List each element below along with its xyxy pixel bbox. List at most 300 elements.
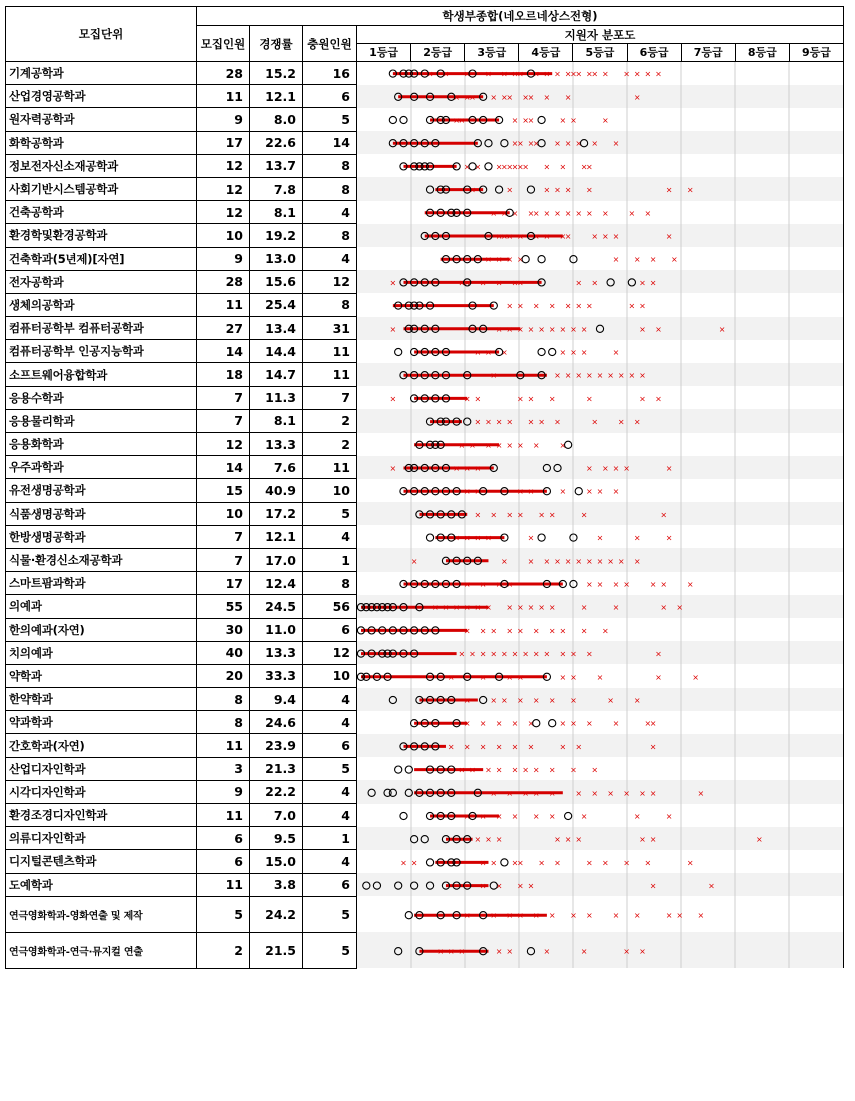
- applicant-x-marker: ×: [596, 533, 603, 543]
- distribution-cell: [357, 932, 844, 968]
- applicant-x-marker: ×: [479, 625, 487, 635]
- applicant-x-marker: ×: [665, 231, 672, 241]
- recruit-count: 7: [197, 386, 250, 409]
- applicant-x-marker: ×: [617, 417, 625, 427]
- applicant-x-marker: ×: [516, 625, 524, 635]
- additional-count: 11: [303, 456, 357, 479]
- applicant-x-marker: ×: [654, 69, 662, 79]
- recruit-count: 6: [197, 827, 250, 850]
- applicant-x-marker: ×: [532, 695, 540, 705]
- additional-count: 5: [303, 502, 357, 525]
- applicant-x-marker: ×: [665, 185, 672, 195]
- applicant-x-marker: ×: [580, 602, 587, 612]
- applicant-x-marker: ×: [612, 718, 619, 728]
- applicant-x-marker: ×: [612, 231, 619, 241]
- applicant-x-marker: ×: [564, 556, 571, 566]
- applicant-x-marker: ×: [558, 115, 566, 125]
- applicant-x-marker: ×: [468, 185, 476, 195]
- department-name: 디지털콘텐츠학과: [6, 850, 197, 873]
- applicant-x-marker: ×: [479, 277, 487, 287]
- applicant-x-marker: ×: [516, 602, 524, 612]
- applicant-x-marker: ×: [527, 115, 534, 125]
- department-name: 연극영화학과-연극·뮤지컬 연출: [6, 932, 197, 968]
- additional-count: 5: [303, 757, 357, 780]
- distribution-cell: [357, 711, 844, 734]
- distribution-cell: [357, 734, 844, 757]
- applicant-x-marker: ×: [527, 208, 534, 218]
- applicant-x-marker: ×: [665, 463, 672, 473]
- applicant-x-marker: ×: [532, 69, 540, 79]
- additional-count: 6: [303, 734, 357, 757]
- applicant-x-marker: ×: [643, 857, 651, 867]
- department-name: 도예학과: [6, 873, 197, 896]
- applicant-x-marker: ×: [643, 718, 651, 728]
- applicant-x-marker: ×: [463, 741, 471, 751]
- applicant-x-marker: ×: [516, 393, 524, 403]
- applicant-x-marker: ×: [590, 765, 598, 775]
- applicant-x-marker: ×: [590, 69, 598, 79]
- department-name: 응용물리학과: [6, 409, 197, 432]
- department-name: 의류디자인학과: [6, 827, 197, 850]
- table-row: [6, 572, 844, 595]
- competition-ratio: 7.6: [250, 456, 303, 479]
- applicant-x-marker: ×: [484, 347, 492, 357]
- applicant-x-marker: ×: [707, 881, 715, 891]
- applicant-x-marker: ×: [505, 509, 513, 519]
- recruit-count: 8: [197, 711, 250, 734]
- applicant-x-marker: ×: [463, 161, 471, 171]
- applicant-x-marker: ×: [479, 857, 487, 867]
- table-row: [6, 734, 844, 757]
- table-row: [6, 502, 844, 525]
- applicant-x-marker: ×: [452, 92, 460, 102]
- applicant-x-marker: ×: [686, 579, 694, 589]
- applicant-x-marker: ×: [527, 138, 534, 148]
- applicant-x-marker: ×: [452, 602, 460, 612]
- competition-ratio: 12.1: [250, 525, 303, 548]
- applicant-x-marker: ×: [489, 509, 497, 519]
- applicant-x-marker: ×: [558, 347, 566, 357]
- distribution-header: 지원자 분포도: [357, 26, 844, 44]
- applicant-x-marker: ×: [601, 625, 609, 635]
- table-row: [6, 224, 844, 247]
- applicant-x-marker: ×: [473, 161, 481, 171]
- applicant-x-marker: ×: [489, 208, 497, 218]
- competition-ratio: 12.1: [250, 85, 303, 108]
- applicant-x-marker: ×: [447, 946, 455, 956]
- table-row: [6, 363, 844, 386]
- department-name: 우주과학과: [6, 456, 197, 479]
- applicant-x-marker: ×: [516, 857, 524, 867]
- department-name: 컴퓨터공학부 컴퓨터공학과: [6, 317, 197, 340]
- additional-count: 14: [303, 131, 357, 154]
- applicant-x-marker: ×: [463, 486, 471, 496]
- applicant-x-marker: ×: [580, 625, 587, 635]
- applicant-x-marker: ×: [665, 910, 672, 920]
- applicant-x-marker: ×: [521, 765, 529, 775]
- applicant-x-marker: ×: [633, 254, 641, 264]
- distribution-cell: [357, 873, 844, 896]
- applicant-x-marker: ×: [622, 857, 630, 867]
- applicant-x-marker: ×: [558, 625, 566, 635]
- applicant-x-marker: ×: [489, 910, 497, 920]
- applicant-x-marker: ×: [500, 347, 508, 357]
- table-row: [6, 757, 844, 780]
- applicant-x-marker: ×: [505, 579, 513, 589]
- recruit-count: 7: [197, 525, 250, 548]
- applicant-x-marker: ×: [606, 695, 614, 705]
- applicant-x-marker: ×: [532, 910, 540, 920]
- applicant-x-marker: ×: [590, 277, 598, 287]
- department-name: 스마트팜과학과: [6, 572, 197, 595]
- competition-ratio: 19.2: [250, 224, 303, 247]
- applicant-x-marker: ×: [532, 765, 540, 775]
- applicant-x-marker: ×: [596, 486, 603, 496]
- applicant-x-marker: ×: [389, 277, 396, 287]
- applicant-x-marker: ×: [601, 208, 609, 218]
- applicant-x-marker: ×: [553, 556, 561, 566]
- distribution-cell: [357, 177, 844, 200]
- applicant-x-marker: ×: [654, 672, 662, 682]
- applicant-x-marker: ×: [495, 881, 502, 891]
- department-name: 건축공학과: [6, 201, 197, 224]
- applicant-x-marker: ×: [537, 857, 545, 867]
- applicant-x-marker: ×: [612, 463, 619, 473]
- applicant-x-marker: ×: [468, 765, 476, 775]
- department-name: 생체의공학과: [6, 293, 197, 316]
- table-row: [6, 131, 844, 154]
- additional-count: 2: [303, 433, 357, 456]
- applicant-x-marker: ×: [643, 69, 651, 79]
- applicant-x-marker: ×: [516, 440, 524, 450]
- applicant-x-marker: ×: [495, 946, 502, 956]
- applicant-x-marker: ×: [436, 946, 444, 956]
- distribution-cell: [357, 757, 844, 780]
- applicant-x-marker: ×: [511, 718, 518, 728]
- applicant-x-marker: ×: [505, 185, 513, 195]
- table-row: [6, 154, 844, 177]
- applicant-x-marker: ×: [458, 765, 465, 775]
- distribution-cell: [357, 433, 844, 456]
- competition-ratio: 15.2: [250, 62, 303, 85]
- applicant-x-marker: ×: [447, 741, 455, 751]
- applicant-x-marker: ×: [511, 69, 518, 79]
- applicant-x-marker: ×: [532, 625, 540, 635]
- additional-count: 11: [303, 340, 357, 363]
- applicant-x-marker: ×: [574, 69, 582, 79]
- applicant-x-marker: ×: [505, 602, 513, 612]
- applicant-x-marker: ×: [558, 440, 566, 450]
- competition-ratio: 13.3: [250, 641, 303, 664]
- table-row: [6, 618, 844, 641]
- recruit-count: 55: [197, 595, 250, 618]
- applicant-x-marker: ×: [463, 910, 471, 920]
- applicant-x-marker: ×: [622, 946, 630, 956]
- recruit-count: 11: [197, 873, 250, 896]
- applicant-x-marker: ×: [590, 788, 598, 798]
- applicant-x-marker: ×: [574, 556, 582, 566]
- applicant-x-marker: ×: [755, 834, 763, 844]
- competition-ratio: 21.3: [250, 757, 303, 780]
- applicant-x-marker: ×: [537, 509, 545, 519]
- admission-table: [5, 6, 844, 969]
- distribution-cell: [357, 201, 844, 224]
- applicant-x-marker: ×: [633, 533, 641, 543]
- distribution-cell: [357, 664, 844, 687]
- applicant-x-marker: ×: [463, 579, 471, 589]
- applicant-x-marker: ×: [458, 277, 465, 287]
- applicant-x-marker: ×: [511, 208, 518, 218]
- applicant-x-marker: ×: [495, 417, 502, 427]
- applicant-x-marker: ×: [590, 231, 598, 241]
- applicant-x-marker: ×: [479, 811, 487, 821]
- additional-count: 6: [303, 873, 357, 896]
- department-name: 유전생명공학과: [6, 479, 197, 502]
- applicant-x-marker: ×: [473, 533, 481, 543]
- additional-count: 1: [303, 548, 357, 571]
- applicant-x-marker: ×: [564, 185, 571, 195]
- department-name: 사회기반시스템공학과: [6, 177, 197, 200]
- recruit-count: 30: [197, 618, 250, 641]
- applicant-x-marker: ×: [553, 417, 561, 427]
- competition-ratio: 7.8: [250, 177, 303, 200]
- applicant-x-marker: ×: [543, 185, 550, 195]
- unit-header: 모집단위: [6, 7, 197, 62]
- additional-count: 4: [303, 711, 357, 734]
- applicant-x-marker: ×: [521, 649, 529, 659]
- applicant-x-marker: ×: [473, 463, 481, 473]
- applicant-x-marker: ×: [558, 161, 566, 171]
- competition-ratio: 17.0: [250, 548, 303, 571]
- applicant-x-marker: ×: [500, 208, 508, 218]
- table-row: [6, 932, 844, 968]
- distribution-cell: [357, 108, 844, 131]
- applicant-x-marker: ×: [569, 649, 577, 659]
- table-row: [6, 664, 844, 687]
- applicant-x-marker: ×: [553, 857, 561, 867]
- applicant-x-marker: ×: [511, 649, 518, 659]
- applicant-x-marker: ×: [580, 161, 587, 171]
- applicant-x-marker: ×: [612, 910, 619, 920]
- competition-ratio: 8.1: [250, 409, 303, 432]
- applicant-x-marker: ×: [521, 161, 529, 171]
- applicant-x-marker: ×: [569, 347, 577, 357]
- department-name: 약학과: [6, 664, 197, 687]
- applicant-x-marker: ×: [479, 672, 487, 682]
- recruit-count: 12: [197, 154, 250, 177]
- applicant-x-marker: ×: [628, 208, 635, 218]
- distribution-cell: [357, 131, 844, 154]
- department-name: 환경학및환경공학과: [6, 224, 197, 247]
- applicant-x-marker: ×: [495, 741, 502, 751]
- applicant-x-marker: ×: [543, 556, 550, 566]
- distribution-cell: [357, 340, 844, 363]
- applicant-x-marker: ×: [463, 811, 471, 821]
- distribution-cell: [357, 270, 844, 293]
- competition-ratio: 24.5: [250, 595, 303, 618]
- applicant-x-marker: ×: [495, 254, 502, 264]
- applicant-x-marker: ×: [574, 370, 582, 380]
- applicant-x-marker: ×: [458, 440, 465, 450]
- department-name: 컴퓨터공학부 인공지능학과: [6, 340, 197, 363]
- applicant-x-marker: ×: [489, 788, 497, 798]
- applicant-x-marker: ×: [649, 881, 656, 891]
- applicant-x-marker: ×: [489, 649, 497, 659]
- applicant-x-marker: ×: [500, 231, 508, 241]
- applicant-x-marker: ×: [500, 69, 508, 79]
- distribution-cell: [357, 618, 844, 641]
- applicant-x-marker: ×: [463, 695, 471, 705]
- recruit-count: 5: [197, 896, 250, 932]
- applicant-x-marker: ×: [516, 695, 524, 705]
- applicant-x-marker: ×: [553, 69, 561, 79]
- applicant-x-marker: ×: [697, 788, 704, 798]
- applicant-x-marker: ×: [479, 649, 487, 659]
- applicant-x-marker: ×: [585, 718, 593, 728]
- table-row: [6, 386, 844, 409]
- applicant-x-marker: ×: [558, 718, 566, 728]
- department-name: 한방생명공학과: [6, 525, 197, 548]
- recruit-header: 모집인원: [197, 26, 250, 62]
- competition-ratio: 13.3: [250, 433, 303, 456]
- applicant-x-marker: ×: [548, 602, 556, 612]
- applicant-x-marker: ×: [617, 556, 625, 566]
- applicant-x-marker: ×: [612, 579, 619, 589]
- applicant-x-marker: ×: [527, 486, 534, 496]
- competition-ratio: 11.0: [250, 618, 303, 641]
- applicant-x-marker: ×: [463, 602, 471, 612]
- applicant-x-marker: ×: [638, 834, 646, 844]
- additional-count: 4: [303, 688, 357, 711]
- competition-ratio: 8.1: [250, 201, 303, 224]
- applicant-x-marker: ×: [612, 138, 619, 148]
- additional-count: 8: [303, 154, 357, 177]
- competition-ratio: 33.3: [250, 664, 303, 687]
- applicant-x-marker: ×: [558, 741, 566, 751]
- competition-header: 경쟁률: [250, 26, 303, 62]
- department-name: 소프트웨어융합학과: [6, 363, 197, 386]
- applicant-x-marker: ×: [691, 672, 699, 682]
- recruit-count: 10: [197, 502, 250, 525]
- competition-ratio: 13.0: [250, 247, 303, 270]
- applicant-x-marker: ×: [548, 625, 556, 635]
- additional-header: 충원인원: [303, 26, 357, 62]
- additional-count: 12: [303, 270, 357, 293]
- table-row: [6, 896, 844, 932]
- applicant-x-marker: ×: [516, 277, 524, 287]
- applicant-x-marker: ×: [654, 324, 662, 334]
- applicant-x-marker: ×: [638, 301, 646, 311]
- applicant-x-marker: ×: [585, 649, 593, 659]
- applicant-x-marker: ×: [516, 231, 524, 241]
- grade-header-cell: [357, 44, 844, 62]
- applicant-x-marker: ×: [495, 231, 502, 241]
- applicant-x-marker: ×: [511, 138, 518, 148]
- recruit-count: 11: [197, 293, 250, 316]
- applicant-x-marker: ×: [638, 370, 646, 380]
- department-name: 화학공학과: [6, 131, 197, 154]
- competition-ratio: 23.9: [250, 734, 303, 757]
- recruit-count: 28: [197, 62, 250, 85]
- applicant-x-marker: ×: [505, 946, 513, 956]
- applicant-x-marker: ×: [612, 347, 619, 357]
- department-name: 건축학과(5년제)[자연]: [6, 247, 197, 270]
- applicant-x-marker: ×: [659, 579, 667, 589]
- recruit-count: 18: [197, 363, 250, 386]
- department-name: 응용수학과: [6, 386, 197, 409]
- applicant-x-marker: ×: [574, 138, 582, 148]
- additional-count: 4: [303, 850, 357, 873]
- competition-ratio: 21.5: [250, 932, 303, 968]
- department-name: 전자공학과: [6, 270, 197, 293]
- applicant-x-marker: ×: [612, 486, 619, 496]
- additional-count: 4: [303, 201, 357, 224]
- recruit-count: 17: [197, 131, 250, 154]
- competition-ratio: 9.5: [250, 827, 303, 850]
- applicant-x-marker: ×: [521, 788, 529, 798]
- distribution-cell: [357, 827, 844, 850]
- applicant-x-marker: ×: [638, 277, 646, 287]
- applicant-x-marker: ×: [633, 417, 641, 427]
- applicant-x-marker: ×: [548, 695, 556, 705]
- applicant-x-marker: ×: [532, 649, 540, 659]
- applicant-x-marker: ×: [590, 138, 598, 148]
- applicant-x-marker: ×: [505, 301, 513, 311]
- competition-ratio: 13.4: [250, 317, 303, 340]
- distribution-cell: [357, 525, 844, 548]
- applicant-x-marker: ×: [495, 277, 502, 287]
- applicant-x-marker: ×: [527, 718, 534, 728]
- additional-count: 31: [303, 317, 357, 340]
- applicant-x-marker: ×: [665, 811, 672, 821]
- applicant-x-marker: ×: [489, 857, 497, 867]
- recruit-count: 7: [197, 548, 250, 571]
- applicant-x-marker: ×: [516, 672, 524, 682]
- applicant-x-marker: ×: [516, 301, 524, 311]
- additional-count: 11: [303, 363, 357, 386]
- applicant-x-marker: ×: [500, 161, 508, 171]
- applicant-x-marker: ×: [463, 92, 471, 102]
- applicant-x-marker: ×: [564, 231, 571, 241]
- distribution-cell: [357, 479, 844, 502]
- applicant-x-marker: ×: [585, 857, 593, 867]
- applicant-x-marker: ×: [606, 556, 614, 566]
- applicant-x-marker: ×: [458, 115, 465, 125]
- applicant-x-marker: ×: [532, 231, 540, 241]
- applicant-x-marker: ×: [590, 417, 598, 427]
- distribution-cell: [357, 293, 844, 316]
- table-row: [6, 317, 844, 340]
- additional-count: 5: [303, 896, 357, 932]
- applicant-x-marker: ×: [505, 254, 513, 264]
- applicant-x-marker: ×: [527, 393, 534, 403]
- applicant-x-marker: ×: [649, 254, 656, 264]
- applicant-x-marker: ×: [548, 393, 556, 403]
- applicant-x-marker: ×: [500, 649, 508, 659]
- applicant-x-marker: ×: [468, 92, 476, 102]
- distribution-cell: [357, 154, 844, 177]
- applicant-x-marker: ×: [463, 69, 471, 79]
- applicant-x-marker: ×: [495, 765, 502, 775]
- applicant-x-marker: ×: [585, 486, 593, 496]
- applicant-x-marker: ×: [495, 161, 502, 171]
- additional-count: 8: [303, 293, 357, 316]
- applicant-x-marker: ×: [495, 811, 502, 821]
- applicant-x-marker: ×: [505, 672, 513, 682]
- applicant-x-marker: ×: [564, 69, 571, 79]
- applicant-x-marker: ×: [675, 910, 683, 920]
- applicant-x-marker: ×: [580, 324, 587, 334]
